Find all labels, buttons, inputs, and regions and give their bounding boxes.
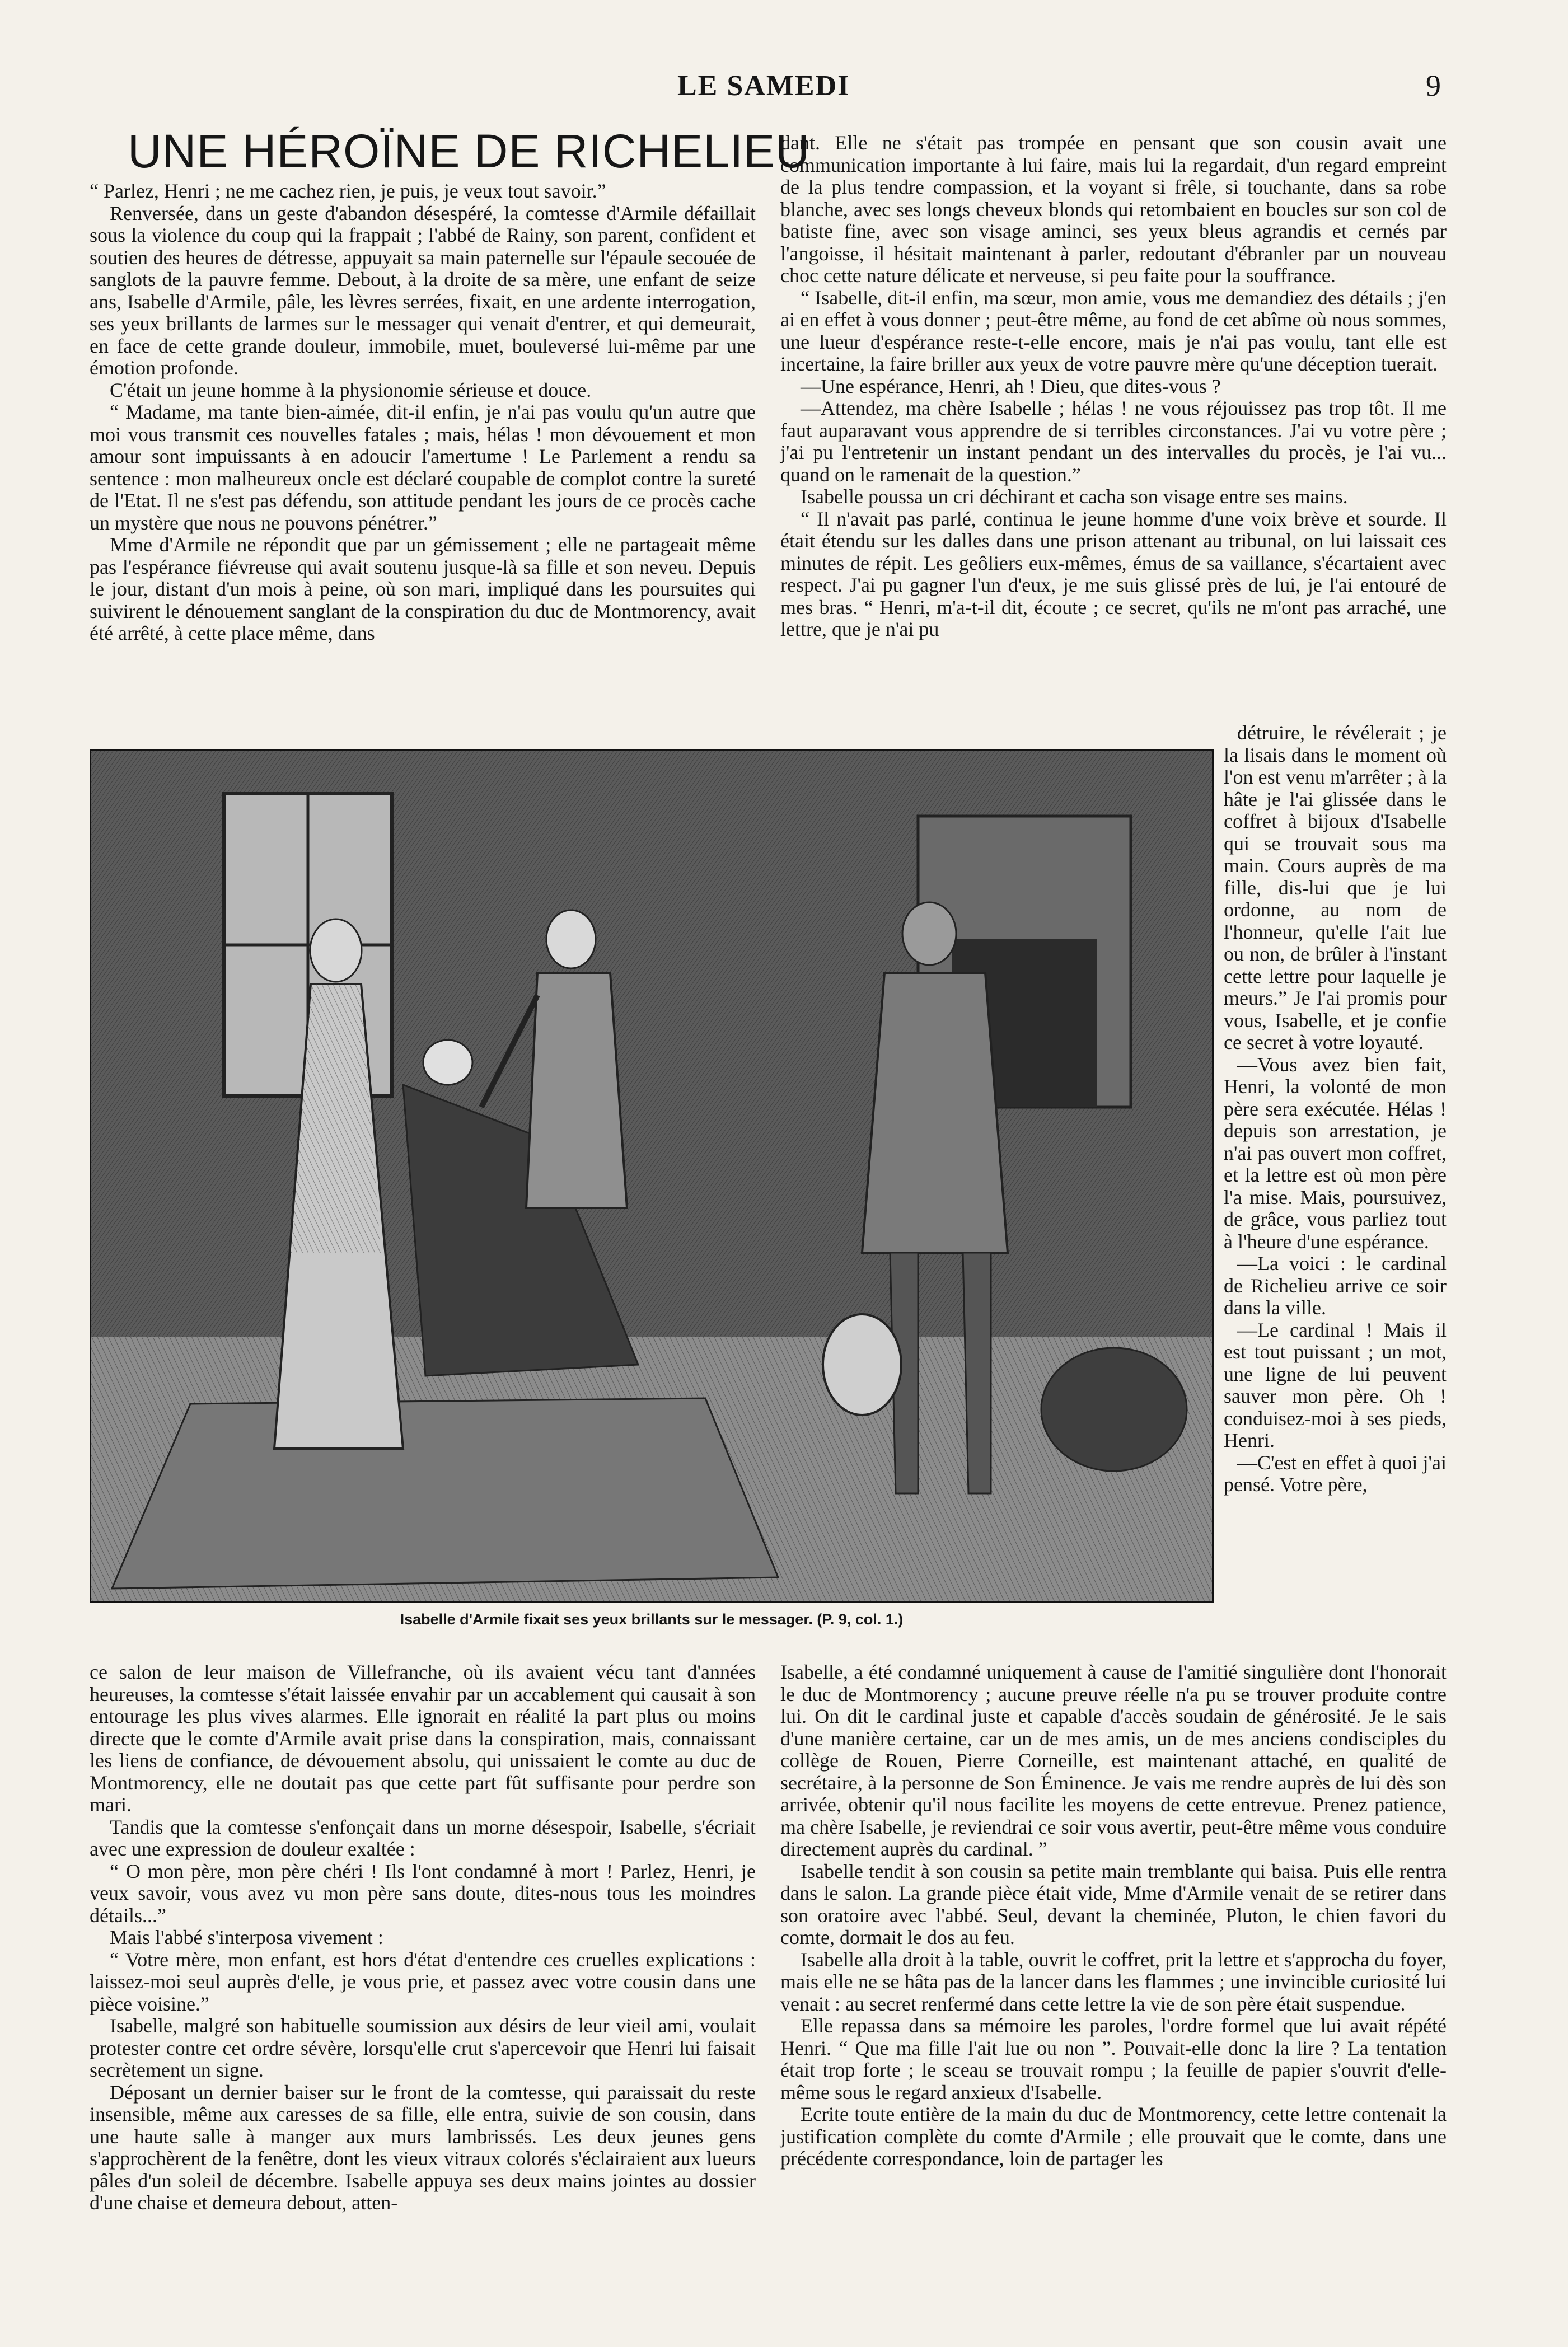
paragraph: —Le cardinal ! Mais il est tout puissant ; un mot, une ligne de lui peuvent sauver mon père. Oh ! conduisez-moi à ses pieds, Henri. <box>1224 1318 1447 1451</box>
illustration-caption: Isabelle d'Armile fixait ses yeux brillants sur le messager. (P. 9, col. 1.) <box>400 1611 904 1628</box>
paragraph: “ Madame, ma tante bien-aimée, dit-il enfin, je n'ai pas voulu qu'un autre que moi vous transmit ces nouvelles fatales ; mais, hélas ! mon dévouement et mon amour sont impuissants à en adoucir l'amertume ! Le Parlement a rendu sa sentence : mon malheureux oncle est déclaré coupable de complot contre la sureté de l'Etat. Il ne s'est pas défendu, son attitude pendant les jours de ce procès cache un mystère que nous ne pouvons pénétrer.” <box>90 401 756 534</box>
paragraph: —C'est en effet à quoi j'ai pensé. Votre père, <box>1224 1451 1447 1496</box>
paragraph: Isabelle, malgré son habituelle soumission aux désirs de leur vieil ami, voulait protester contre cet ordre sévère, lorsqu'elle crut s'apercevoir que Henri lui faisait secrètement un signe. <box>90 2015 756 2081</box>
paragraph: Ecrite toute entière de la main du duc de Montmorency, cette lettre contenait la justification complète du comte d'Armile ; elle prouvait que le comte, dans une précédente correspondance, loin de partager les <box>780 2103 1447 2170</box>
column-right-narrow <box>1224 722 1447 1496</box>
column-bottom-left <box>90 1661 756 2214</box>
paragraph: dant. Elle ne s'était pas trompée en pensant que son cousin avait une communication importante à lui faire, mais lui la regardait, d'un regard empreint de la plus tendre compassion, et la voyant si frêle, si touchante, dans sa robe blanche, avec ses longs cheveux blonds qui retombaient en boucles sur son col de batiste fine, avec son visage aminci, ses yeux bleus agrandis et cernés par l'angoisse, il hésitait maintenant à parler, redoutant d'ébranler par un nouveau choc cette nature délicate et nerveuse, si peu faite pour la souffrance. <box>780 132 1447 287</box>
paragraph: —La voici : le cardinal de Richelieu arrive ce soir dans la ville. <box>1224 1252 1447 1319</box>
paragraph: détruire, le révélerait ; je la lisais dans le moment où l'on est venu m'arrêter ; à la hâte je l'ai glissée dans le coffret à bijoux d'Isabelle qui se trouvait sous ma main. Cours auprès de ma fille, dis-lui que je lui ordonne, au nom de l'honneur, qu'elle l'ait lue ou non, de brûler à l'instant cette lettre pour laquelle je meurs.” Je l'ai promis pour vous, Isabelle, et je confie ce secret à votre loyauté. <box>1224 722 1447 1053</box>
paragraph: —Une espérance, Henri, ah ! Dieu, que dites-vous ? <box>801 374 1221 397</box>
paragraph: C'était un jeune homme à la physionomie sérieuse et douce. <box>110 378 592 401</box>
paragraph: Tandis que la comtesse s'enfonçait dans un morne désespoir, Isabelle, s'écriait avec une expression de douleur exaltée : <box>90 1815 756 1860</box>
page-number: 9 <box>1426 69 1441 102</box>
column-top-right <box>780 132 1447 641</box>
dog-figure <box>1041 1348 1187 1471</box>
paragraph: —Vous avez bien fait, Henri, la volonté de mon père sera exécutée. Hélas ! depuis son arrestation, je n'ai pas ouvert mon coffret, et la lettre est où mon père l'a mise. Mais, poursuivez, de grâce, vous parliez tout à l'heure d'une espérance. <box>1224 1053 1447 1253</box>
paragraph: “ Parlez, Henri ; ne me cachez rien, je puis, je veux tout savoir.” <box>90 180 606 202</box>
paragraph: “ Votre mère, mon enfant, est hors d'état d'entendre ces cruelles explications : laissez-moi seul auprès d'elle, je vous prie, et passez avec votre cousin dans une pièce voisine.” <box>90 1948 756 2015</box>
paragraph: Isabelle, a été condamné uniquement à cause de l'amitié singulière dont l'honorait le duc de Montmorency ; aucune preuve réelle n'a pu se trouver produite contre lui. On dit le cardinal juste et capable d'accès soudain de générosité. Je le sais d'une manière certaine, car un de mes amis, un de mes anciens condisciples du collège de Rouen, Pierre Corneille, est maintenant attaché, en qualité de secrétaire, à la personne de Son Éminence. Je vais me rendre auprès de lui dès son arrivée, obtenir qu'il nous facilite les moyens de cette entrevue. Prenez patience, ma chère Isabelle, je reviendrai ce soir vous avertir, peut-être même vous conduire directement auprès du cardinal. ” <box>780 1661 1447 1860</box>
paragraph: Isabelle poussa un cri déchirant et cacha son visage entre ses mains. <box>801 485 1348 508</box>
paragraph: “ Il n'avait pas parlé, continua le jeune homme d'une voix brève et sourde. Il était étendu sur les dalles dans une prison attenant au tribunal, on lui laissait ces minutes de répit. Les geôliers eux-mêmes, émus de sa vaillance, s'écartaient avec respect. J'ai pu gagner l'un d'eux, je me suis glissé près de lui, je l'ai entouré de mes bras. “ Henri, m'a-t-il dit, écoute ; ce secret, qu'ils ne m'ont pas arraché, une lettre, que je n'ai pu <box>780 507 1447 640</box>
paragraph: Elle repassa dans sa mémoire les paroles, l'ordre formel que lui avait répété Henri. “ Que ma fille l'ait lue ou non ”. Pouvait-elle donc la lire ? La tentation était trop forte ; le sceau se trouvait rompu ; la feuille de papier s'ouvrit d'elle-même sous le regard anxieux d'Isabelle. <box>780 2015 1447 2104</box>
column-top-left <box>90 180 756 645</box>
paragraph: Mais l'abbé s'interposa vivement : <box>110 1926 383 1948</box>
paragraph: Déposant un dernier baiser sur le front de la comtesse, qui paraissait du reste insensible, même aux caresses de sa fille, elle entra, suivie de son cousin, dans une haute salle à manger aux murs lambrissés. Les deux jeunes gens s'approchèrent de la fenêtre, dont les vieux vitraux colorés s'éclairaient aux lueurs pâles d'un soleil de décembre. Isabelle appuya ses deux mains jointes au dossier d'une chaise et demeura debout, atten- <box>90 2081 756 2214</box>
paragraph: “ O mon père, mon père chéri ! Ils l'ont condamné à mort ! Parlez, Henri, je veux savoir, vous avez vu mon père sans doute, dites-nous tous les moindres détails...” <box>90 1859 756 1927</box>
paragraph: —Attendez, ma chère Isabelle ; hélas ! ne vous réjouissez pas trop tôt. Il me faut auparavant vous apprendre de si terribles circonstances. J'ai vu votre père ; j'ai pu l'entretenir un instant pendant un des intervalles du procès, je l'ai vu... quand on le ramenait de la question.” <box>780 397 1447 486</box>
column-bottom-right <box>780 1661 1447 2170</box>
engraving-illustration <box>90 749 1214 1603</box>
running-title: LE SAMEDI <box>677 70 850 102</box>
paragraph: Mme d'Armile ne répondit que par un gémissement ; elle ne partageait même pas l'espérance fiévreuse qui avait soutenu jusque-là sa fille et son neveu. Depuis le jour, distant d'un mois à peine, où son mari, impliqué dans les poursuites qui suivirent le dénouement sanglant de la conspiration du duc de Montmorency, avait été arrêté, à cette place même, dans <box>90 533 756 644</box>
page-header <box>0 0 1568 112</box>
paragraph: ce salon de leur maison de Villefranche, où ils avaient vécu tant d'années heureuses, la comtesse s'était laissée envahir par un accablement qui causait à son entourage les plus vives alarmes. Elle ignorait en réalité la part plus ou moins directe que le comte d'Armile avait prise dans la conspiration, mais, connaissant les liens de confiance, de dévouement absolu, qui unissaient le comte au duc de Montmorency, elle ne doutait pas que cette part fût suffisante pour perdre son mari. <box>90 1661 756 1816</box>
paragraph: Isabelle alla droit à la table, ouvrit le coffret, prit la lettre et s'approcha du foyer, mais elle ne se hâta pas de la lancer dans les flammes ; une invincible curiosité lui venait : au secret renfermé dans cette lettre la vie de son père était suspendue. <box>780 1948 1447 2015</box>
paragraph: Isabelle tendit à son cousin sa petite main tremblante qui baisa. Puis elle rentra dans le salon. La grande pièce était vide, Mme d'Armile venait de se retirer dans son oratoire avec l'abbé. Seul, devant la cheminée, Pluton, le chien favori du comte, dormait le dos au feu. <box>780 1859 1447 1948</box>
paragraph: Renversée, dans un geste d'abandon désespéré, la comtesse d'Armile défaillait sous la violence du coup qui la frappait ; l'abbé de Rainy, son parent, confident et soutien des heures de détresse, appuyait sa main paternelle sur l'épaule secouée de sanglots de la pauvre femme. Debout, à la droite de sa mère, une enfant de seize ans, Isabelle d'Armile, pâle, les lèvres serrées, fixait, en une ardente interrogation, ses yeux brillants de larmes sur le messager qui venait d'entrer, et qui demeurait, en face de cette grande douleur, immobile, muet, bouleversé lui-même par une émotion profonde. <box>90 202 756 379</box>
paragraph: “ Isabelle, dit-il enfin, ma sœur, mon amie, vous me demandiez des détails ; j'en ai en effet à vous donner ; peut-être même, au fond de cet abîme où nous sommes, une lueur d'espérance reste-t-elle encore, mais je n'ai pas voulu, tant elle est incertaine, la faire briller aux yeux de votre pauvre mère qu'une déception tuerait. <box>780 286 1447 375</box>
article-title: UNE HÉROÏNE DE RICHELIEU <box>128 125 810 177</box>
